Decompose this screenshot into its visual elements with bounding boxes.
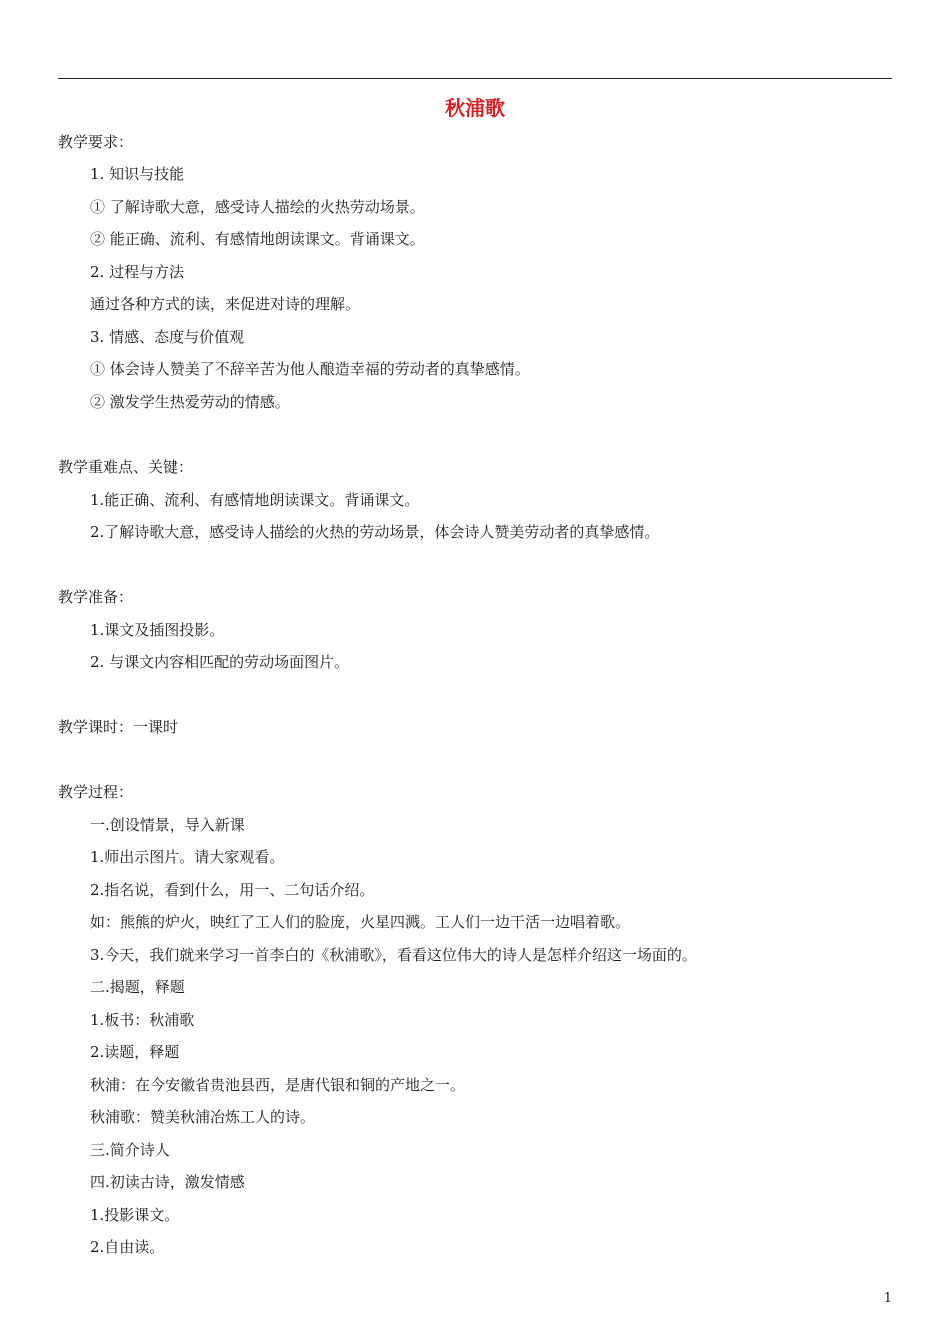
process-line: 如：熊熊的炉火，映红了工人们的脸庞，火星四溅。工人们一边干活一边唱着歌。	[90, 913, 631, 931]
process-line: 一.创设情景，导入新课	[90, 816, 245, 834]
document-title: 秋浦歌	[445, 96, 505, 120]
process-line: 三.简介诗人	[90, 1141, 170, 1159]
process-line: 2.指名说，看到什么，用一、二句话介绍。	[90, 881, 375, 899]
process-line: 2.自由读。	[90, 1238, 165, 1256]
section-heading-duration: 教学课时：一课时	[58, 718, 179, 736]
preparation-line: 2. 与课文内容相匹配的劳动场面图片。	[90, 653, 350, 671]
process-line: 二.揭题，释题	[90, 978, 185, 996]
process-line: 1.师出示图片。请大家观看。	[90, 848, 285, 866]
process-line: 1.投影课文。	[90, 1206, 180, 1224]
requirements-line: ① 了解诗歌大意，感受诗人描绘的火热劳动场景。	[90, 198, 425, 216]
section-heading-requirements: 教学要求：	[58, 133, 134, 151]
section-heading-key-points: 教学重难点、关键：	[58, 458, 194, 476]
process-line: 1.板书：秋浦歌	[90, 1011, 195, 1029]
key-points-line: 2.了解诗歌大意，感受诗人描绘的火热的劳动场景，体会诗人赞美劳动者的真挚感情。	[90, 523, 660, 541]
requirements-line: 通过各种方式的读，来促进对诗的理解。	[90, 295, 361, 313]
section-heading-preparation: 教学准备：	[58, 588, 134, 606]
requirements-line: ① 体会诗人赞美了不辞辛苦为他人酿造幸福的劳动者的真挚感情。	[90, 360, 530, 378]
requirements-line: ② 激发学生热爱劳动的情感。	[90, 393, 290, 411]
process-line: 秋浦：在今安徽省贵池县西，是唐代银和铜的产地之一。	[90, 1076, 466, 1094]
header-rule	[58, 78, 892, 79]
preparation-line: 1.课文及插图投影。	[90, 621, 225, 639]
section-heading-process: 教学过程：	[58, 783, 134, 801]
process-line: 2.读题，释题	[90, 1043, 180, 1061]
requirements-line: 3. 情感、态度与价值观	[90, 328, 245, 346]
process-line: 四.初读古诗，激发情感	[90, 1173, 245, 1191]
requirements-line: ② 能正确、流利、有感情地朗读课文。背诵课文。	[90, 230, 425, 248]
requirements-line: 2. 过程与方法	[90, 263, 185, 281]
requirements-line: 1. 知识与技能	[90, 165, 185, 183]
process-line: 秋浦歌：赞美秋浦冶炼工人的诗。	[90, 1108, 316, 1126]
key-points-line: 1.能正确、流利、有感情地朗读课文。背诵课文。	[90, 491, 420, 509]
process-line: 3.今天，我们就来学习一首李白的《秋浦歌》，看看这位伟大的诗人是怎样介绍这一场面的。	[90, 946, 697, 964]
page-number: 1	[883, 1291, 892, 1306]
